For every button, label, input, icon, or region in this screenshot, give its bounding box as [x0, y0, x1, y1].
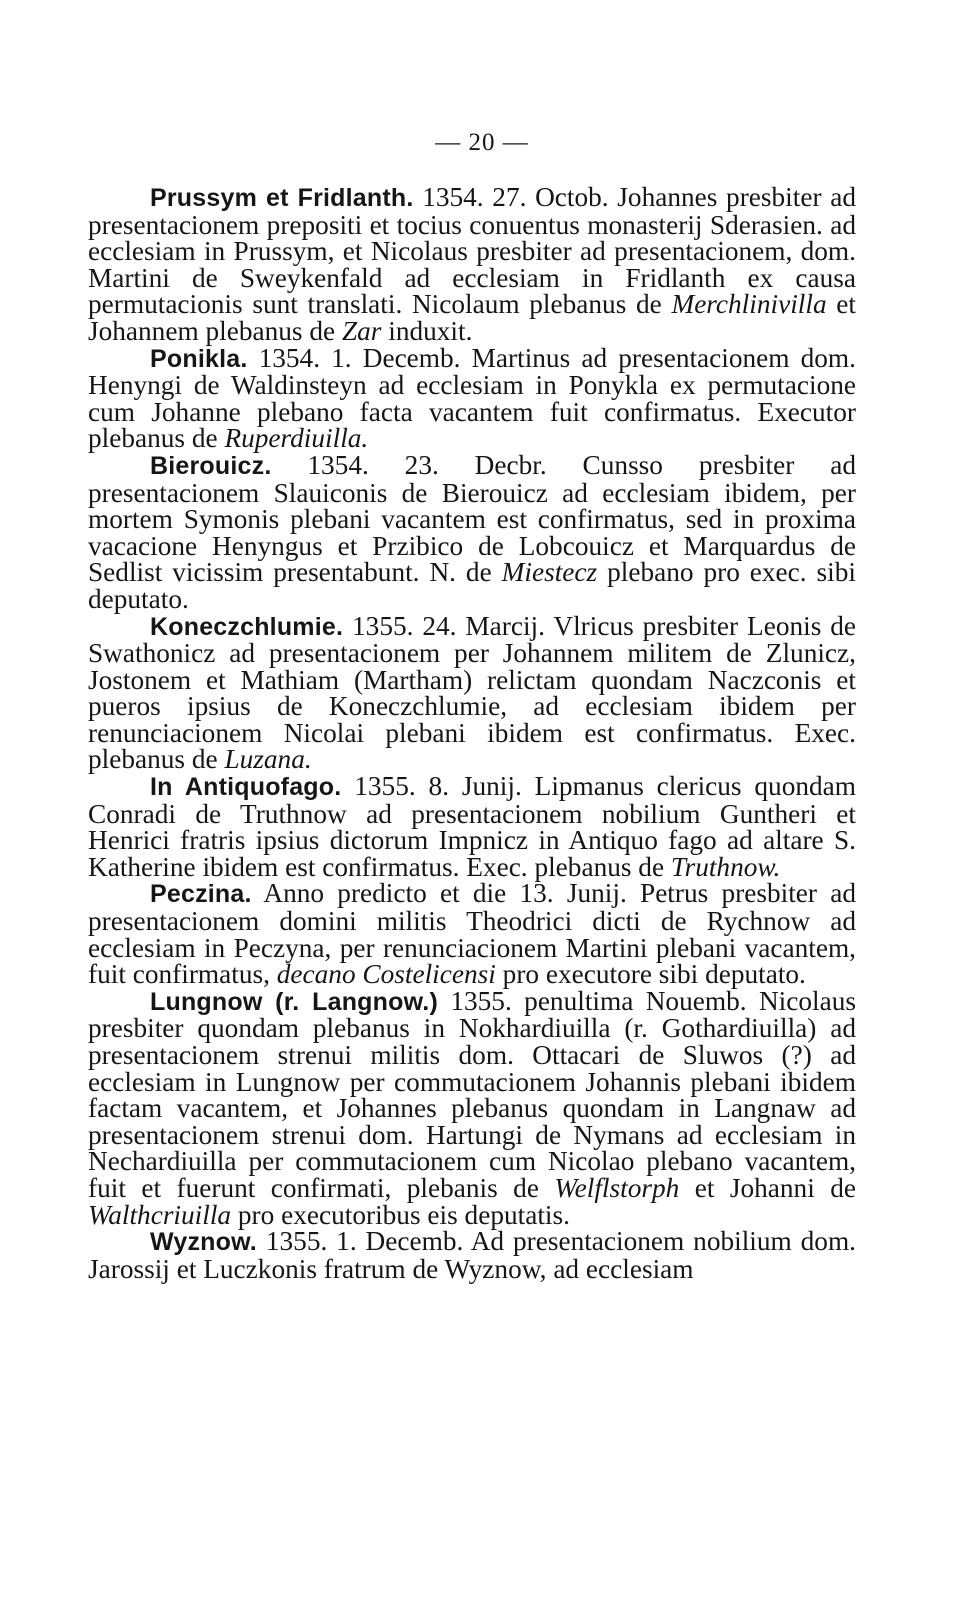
- body-text: [88, 184, 856, 1282]
- entry-heading: Bierouicz.: [150, 451, 272, 480]
- entry-text: plebano pro exec. sibi deputato.: [88, 557, 857, 614]
- entry-heading: Lungnow (r. Langnow.): [150, 987, 438, 1016]
- entry-text: 1354. 27. Octob. Johannes presbiter ad presentacionem prepositi et tocius conuentus monasterij Sderasien. ad ecclesiam in Prussym, et Nicolaus presbiter ad presentacionem, dom. Martini de Sweykenfald ad ecclesiam in Fridlanth ex causa permutacionis sunt translati. Nicolaum plebanus de: [88, 182, 856, 320]
- entry-ponikla: [88, 342, 856, 454]
- entry-in-antiquofago: [88, 773, 856, 880]
- entry-heading: Ponikla.: [150, 344, 248, 373]
- entry-italic-place: Merchlinivilla: [671, 289, 827, 320]
- entry-heading: Peczina.: [150, 880, 252, 909]
- entry-text: 1354. 1. Decemb. Martinus ad presentacionem dom. Henyngi de Waldinsteyn ad ecclesiam in Ponykla ex permutacione cum Johanne plebano facta vacantem fuit confirmatus. Executor plebanus de: [88, 342, 856, 454]
- entry-lungnow: [88, 985, 856, 1230]
- entry-bierouicz: [88, 449, 857, 614]
- document-page: [88, 128, 856, 1282]
- entry-italic-place: Truthnow.: [670, 851, 781, 882]
- entry-text: et Johannem plebanus de: [88, 289, 856, 346]
- entry-italic-place: Welflstorph: [554, 1172, 680, 1203]
- entry-text: 1354. 23. Decbr. Cunsso presbiter ad presentacionem Slauiconis de Bierouicz ad ecclesiam ibidem, per mortem Symonis plebani vacantem est confirmatus, sed in proxima vacacione Henyngus et Przibico de Lobcouicz et Marquardus de Sedlist vicissim presentabunt. N. de: [88, 449, 856, 588]
- entry-peczina: [88, 878, 856, 990]
- entry-text: 1355. 24. Marcij. Vlricus presbiter Leonis de Swathonicz ad presentacionem per Johannem militem de Zlunicz, Jostonem et Mathiam (Martham) relictam quondam Naczconis et pueros ipsius de Koneczchlumie, ad ecclesiam ibidem per renunciacionem Nicolai plebani ibidem est confirmatus. Exec. plebanus de: [88, 610, 856, 775]
- entry-heading: In Antiquofago.: [150, 773, 342, 802]
- entry-heading: Koneczchlumie.: [150, 612, 344, 641]
- entry-koneczchlumie: [88, 610, 856, 775]
- entry-italic-place: decano Costelicensi: [276, 959, 496, 990]
- entry-italic-place: Walthcriuilla: [88, 1199, 232, 1230]
- entry-text: pro executore sibi deputato.: [495, 959, 806, 990]
- entry-text: et Johanni de: [679, 1172, 856, 1203]
- entry-text: Anno predicto et die 13. Junij. Petrus presbiter ad presentacionem domini militis Theodrici dicti de Rychnow ad ecclesiam in Peczyna, per renunciacionem Martini plebani vacantem, fuit confirmatus,: [88, 878, 856, 990]
- entry-italic-place: Ruperdiuilla.: [224, 423, 369, 454]
- entry-italic-place: Zar: [341, 315, 382, 346]
- page-number: — 20 —: [435, 129, 529, 156]
- entry-wyznow: [88, 1228, 856, 1282]
- entry-text: pro executoribus eis deputatis.: [231, 1199, 570, 1230]
- entry-text: 1355. 1. Decemb. Ad presentacionem nobilium dom. Jarossij et Luczkonis fratrum de Wyznow, ad ecclesiam: [88, 1226, 856, 1284]
- entry-heading: Prussym et Fridlanth.: [150, 184, 414, 212]
- entry-italic-place: Luzana.: [224, 744, 312, 775]
- entry-text: 1355. 8. Junij. Lipmanus clericus quondam Conradi de Truthnow ad presentacionem nobilium Guntheri et Henrici fratris ipsius dictorum Impnicz in Antiquo fago ad altare S. Katherine ibidem est confirmatus. Exec. plebanus de: [88, 771, 856, 882]
- entry-text: induxit.: [381, 315, 473, 346]
- entry-italic-place: Miestecz: [501, 557, 598, 588]
- entry-text: 1355. penultima Nouemb. Nicolaus presbiter quondam plebanus in Nokhardiuilla (r. Gothardiuilla) ad presentacionem strenui militis dom. Ottacari de Sluwos (?) ad ecclesiam in Lungnow per commutacionem Johannis plebani ibidem factam vacantem, et Johannes plebanus quondam in Langnaw ad presentacionem strenui dom. Hartungi de Nymans ad ecclesiam in Nechardiuilla per commutacionem cum Nicolao plebano vacantem, fuit et fuerunt confirmati, plebanis de: [88, 985, 856, 1203]
- entry-heading: Wyznow.: [150, 1228, 257, 1257]
- entry-prussym: [88, 184, 856, 345]
